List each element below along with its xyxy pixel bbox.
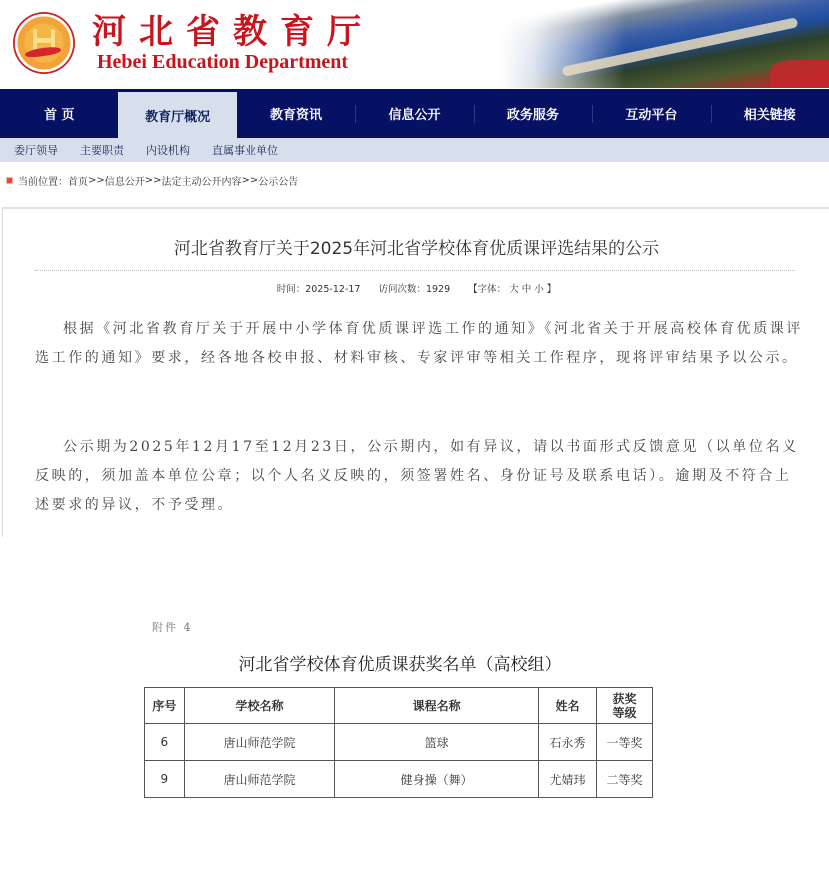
cell-award: 二等奖	[596, 761, 652, 798]
site-header	[0, 0, 829, 88]
article-title: 河北省教育厅关于2025年河北省学校体育优质课评选结果的公示	[173, 239, 660, 259]
breadcrumb-separator: >>	[88, 174, 105, 186]
table-row	[145, 724, 653, 761]
subnav-leadership[interactable]: 委厅领导	[14, 144, 58, 157]
location-square-icon	[6, 177, 13, 184]
logo-flag	[25, 46, 62, 59]
main-nav	[0, 89, 829, 138]
sub-nav	[0, 138, 829, 162]
cell-name: 石永秀	[538, 724, 596, 761]
table-header-row	[145, 688, 653, 724]
award-table	[144, 687, 653, 798]
cell-course: 健身操（舞）	[335, 761, 539, 798]
article-paragraph-1: 根据《河北省教育厅关于开展中小学体育优质课评选工作的通知》《河北省关于开展高校体育优质课评选工作的通知》要求，经各地各校申报、材料审核、专家评审等相关工作程序，现将评审结果予以公示。	[35, 321, 803, 366]
font-size-switcher: 【字体： 大 中 小 】	[468, 281, 556, 295]
article-container	[2, 207, 829, 537]
cell-course: 篮球	[335, 724, 539, 761]
attachment-title: 河北省学校体育优质课获奖名单（高校组）	[238, 655, 562, 675]
emblem-logo-icon[interactable]	[13, 12, 75, 74]
nav-home[interactable]: 首 页	[43, 108, 75, 123]
cell-no: 6	[145, 724, 185, 761]
breadcrumb-info-disclosure[interactable]: 信息公开	[104, 176, 145, 188]
site-title-en[interactable]: Hebei Education Department	[97, 51, 349, 73]
nav-interactive-platform[interactable]: 互动平台	[592, 89, 710, 138]
nav-education-news[interactable]: 教育资讯	[270, 108, 323, 123]
publish-time: 时间：2025-12-17	[276, 284, 361, 295]
cell-no: 9	[145, 761, 185, 798]
site-title-cn[interactable]: 河北省教育厅	[92, 12, 374, 52]
nav-government-services[interactable]: 政务服务	[474, 89, 592, 138]
table-row	[145, 761, 653, 798]
font-size-small[interactable]: 小	[534, 284, 544, 295]
breadcrumb-home[interactable]: 首页	[68, 176, 88, 188]
font-size-medium[interactable]: 中	[521, 284, 532, 295]
breadcrumb-separator: >>	[144, 174, 162, 186]
nav-related-links[interactable]: 相关链接	[711, 89, 829, 138]
col-header-course: 课程名称	[335, 688, 539, 724]
article-paragraph-2: 公示期为2025年12月17至12月23日，公示期内，如有异议，请以书面形式反馈意见（以单位名义反映的，须加盖本单位公章；以个人名义反映的，须签署姓名、身份证号及联系电话）。逾期及不符合上述要求的异议，不予受理。	[35, 439, 799, 513]
breadcrumb-separator: >>	[241, 174, 259, 186]
article-meta	[3, 281, 829, 295]
nav-department-overview[interactable]: 教育厅概况	[118, 92, 236, 138]
breadcrumb-prefix: 当前位置：	[18, 176, 68, 188]
col-header-school: 学校名称	[184, 688, 335, 724]
cell-school: 唐山师范学院	[184, 761, 335, 798]
attachment-label: 附件 4	[152, 621, 193, 634]
visit-count: 访问次数：1929	[378, 284, 451, 295]
cell-school: 唐山师范学院	[184, 724, 335, 761]
col-header-award: 获奖 等级	[596, 688, 652, 724]
col-header-no: 序号	[145, 688, 185, 724]
banner-flowers-decoration	[770, 60, 829, 88]
cell-award: 一等奖	[596, 724, 652, 761]
subnav-affiliated-units[interactable]: 直属事业单位	[212, 144, 278, 157]
breadcrumb-announcements[interactable]: 公示公告	[258, 176, 299, 188]
nav-info-disclosure[interactable]: 信息公开	[355, 89, 473, 138]
col-header-name: 姓名	[538, 688, 596, 724]
title-divider	[35, 270, 795, 271]
breadcrumb-statutory-content[interactable]: 法定主动公开内容	[161, 176, 242, 188]
font-size-large[interactable]: 大	[509, 284, 519, 295]
cell-name: 尤婧玮	[538, 761, 596, 798]
subnav-internal-agencies[interactable]: 内设机构	[146, 144, 190, 157]
subnav-main-duties[interactable]: 主要职责	[80, 144, 124, 157]
breadcrumb	[6, 173, 298, 187]
